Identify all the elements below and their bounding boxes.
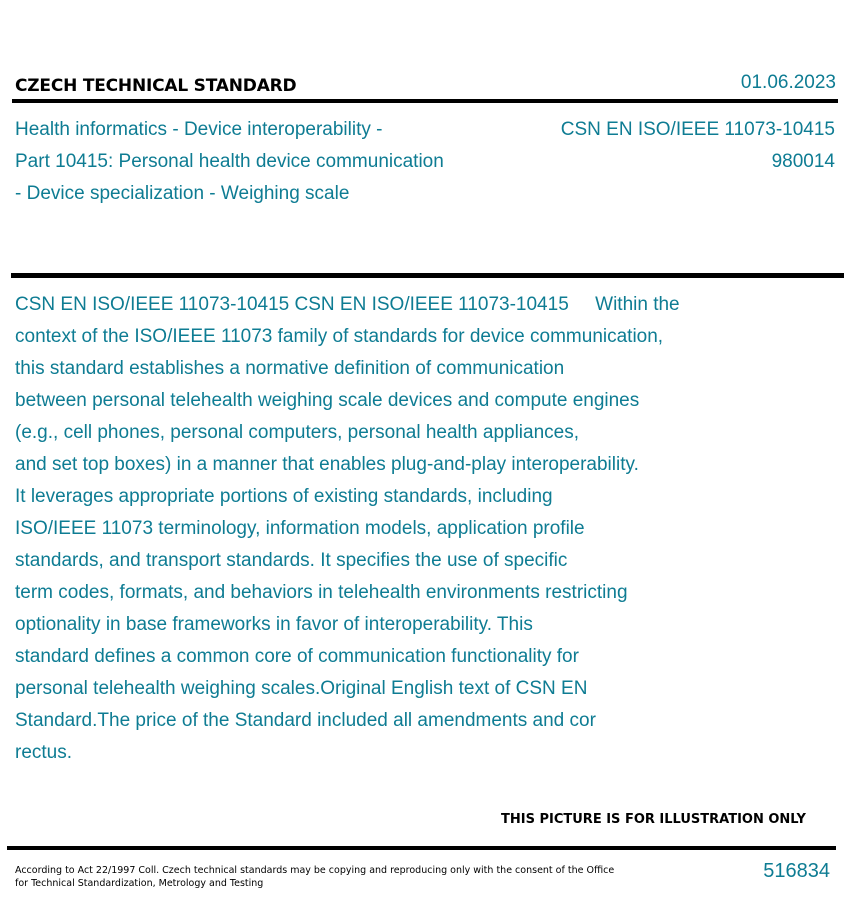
description-line: optionality in base frameworks in favor of interoperability. This bbox=[15, 614, 533, 635]
description-line: CSN EN ISO/IEEE 11073-10415 CSN EN ISO/IEEE 11073-10415 Within the bbox=[15, 294, 680, 315]
description bbox=[15, 289, 775, 769]
legal-notice bbox=[15, 864, 614, 890]
standard-type-label: CZECH TECHNICAL STANDARD bbox=[15, 76, 297, 96]
legal-line: for Technical Standardization, Metrology and Testing bbox=[15, 878, 264, 889]
header-divider bbox=[12, 99, 838, 103]
publication-date: 01.06.2023 bbox=[740, 72, 836, 93]
description-line: Standard.The price of the Standard included all amendments and cor bbox=[15, 710, 596, 731]
legal-line: According to Act 22/1997 Coll. Czech technical standards may be copying and reproducing only with the consent of the Office bbox=[15, 865, 615, 876]
description-line: context of the ISO/IEEE 11073 family of standards for device communication, bbox=[15, 326, 664, 347]
description-line: ISO/IEEE 11073 terminology, information models, application profile bbox=[15, 518, 585, 539]
class-number: 980014 bbox=[771, 151, 835, 172]
illustration-note: THIS PICTURE IS FOR ILLUSTRATION ONLY bbox=[501, 812, 806, 827]
standard-code: CSN EN ISO/IEEE 11073-10415 bbox=[560, 119, 835, 140]
title-divider bbox=[11, 273, 844, 278]
description-line: standard defines a common core of communication functionality for bbox=[15, 646, 579, 667]
description-line: and set top boxes) in a manner that enables plug-and-play interoperability. bbox=[15, 454, 639, 475]
description-line: rectus. bbox=[15, 742, 73, 763]
title-line: - Device specialization - Weighing scale bbox=[15, 183, 350, 204]
standard-title bbox=[15, 114, 515, 210]
description-line: personal telehealth weighing scales.Original English text of CSN EN bbox=[15, 678, 588, 699]
description-line: standards, and transport standards. It specifies the use of specific bbox=[15, 550, 568, 571]
title-line: Health informatics - Device interoperability - bbox=[15, 119, 383, 140]
description-line: between personal telehealth weighing scale devices and compute engines bbox=[15, 390, 640, 411]
document-number: 516834 bbox=[763, 860, 830, 882]
footer-divider bbox=[7, 846, 836, 850]
description-line: this standard establishes a normative definition of communication bbox=[15, 358, 565, 379]
description-line: term codes, formats, and behaviors in telehealth environments restricting bbox=[15, 582, 628, 603]
description-line: (e.g., cell phones, personal computers, personal health appliances, bbox=[15, 422, 580, 443]
standard-code-block bbox=[561, 114, 835, 178]
description-line: It leverages appropriate portions of existing standards, including bbox=[15, 486, 553, 507]
title-line: Part 10415: Personal health device communication bbox=[15, 151, 444, 172]
